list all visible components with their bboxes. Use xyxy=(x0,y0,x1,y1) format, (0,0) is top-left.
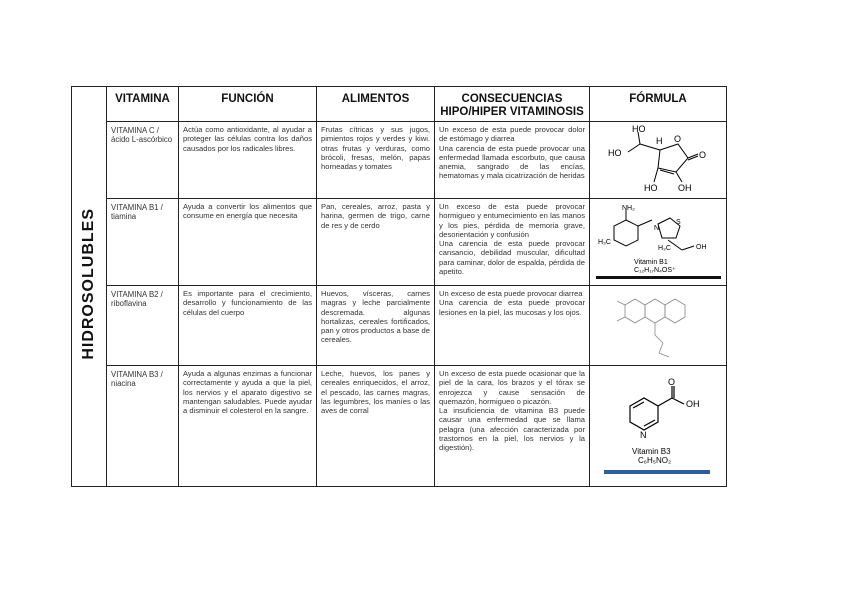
formula-caption-name: Vitamin B3 xyxy=(632,447,671,456)
consecuencias-cell: Un exceso de esta puede ocasionar que la piel de la cara, los brazos y el tórax se enrojezca y cause sensación de quemazón, hormigueo o picazón. La insuficiencia de vitamina B3 puede causar una enfermedad que se llama pelagra (una afección caracterizada por trastornos en la piel, los nervios y la digestión). xyxy=(439,369,585,453)
header-consecuencias xyxy=(435,87,590,122)
formula-label: OH xyxy=(678,183,692,193)
formula-label: N xyxy=(653,225,659,232)
alimentos-cell: Pan, cereales, arroz, pasta y harina, germen de trigo, carne de res y de cerdo xyxy=(321,202,430,230)
formula-caption-name: Vitamin B1 xyxy=(633,259,668,266)
formula-label: HO xyxy=(644,183,658,193)
vitamina-cell: VITAMINA B2 / riboflavina xyxy=(111,290,163,309)
vitamina-cell: VITAMINA B1 / tiamina xyxy=(111,203,163,222)
consecuencias-cell: Un exceso de esta puede provocar dolor de estómago y diarrea Una carencia de esta puede provocar una enfermedad llamada escorbuto, que causa anemia, sangrado de las encías, hematomas y mala cicatrización de heridas xyxy=(439,125,585,181)
alimentos-cell: Leche, huevos, los panes y cereales enriquecidos, el arroz, el pescado, las carnes magras, las legumbres, los maníes o las aves de corral xyxy=(321,369,430,416)
formula-label: H xyxy=(656,136,663,146)
table-row xyxy=(72,122,727,199)
funcion-cell: Es importante para el crecimiento, desarrollo y funcionamiento de las células del cuerpo xyxy=(183,289,312,317)
vitamina-cell: VITAMINA C / ácido L-ascórbico xyxy=(111,126,173,145)
formula-cell xyxy=(590,286,727,366)
header-vitamina: VITAMINA xyxy=(107,87,179,122)
funcion-cell: Ayuda a convertir los alimentos que consume en energía que necesita xyxy=(183,202,312,221)
consecuencias-cell: Un exceso de esta puede provocar hormigueo y entumecimiento en las manos y los pies, pérdida de memoria grave, desorientación y confusión Una carencia de esta puede provocar cansancio, debilidad muscular, dificultad para caminar, dolor de espalda, pérdida de apetito. xyxy=(439,202,585,277)
header-consecuencias-line2: HIPO/HIPER VITAMINOSIS xyxy=(440,106,584,118)
section-label-cell xyxy=(72,87,107,487)
formula-caption-formula: C₁₂H₁₇N₄OS⁺ xyxy=(633,267,676,274)
formula-label: H₃C xyxy=(657,245,671,252)
formula-label: NH₂ xyxy=(621,205,635,212)
funcion-cell: Ayuda a algunas enzimas a funcionar correctamente y ayuda a que la piel, los nervios y el aparato digestivo se mantengan saludables. Puede ayudar a disminuir el colesterol en la sangre. xyxy=(183,369,312,416)
header-alimentos: ALIMENTOS xyxy=(317,87,435,122)
formula-label: HO xyxy=(632,124,646,134)
vitamin-b1-structure xyxy=(596,202,721,282)
table-row xyxy=(72,366,727,487)
table-row xyxy=(72,286,727,366)
formula-cell xyxy=(590,122,727,199)
header-row xyxy=(72,87,727,122)
formula-label: O xyxy=(699,150,707,160)
formula-cell xyxy=(590,366,727,487)
formula-cell xyxy=(590,199,727,286)
formula-label: N xyxy=(640,430,647,440)
vitamin-b2-structure xyxy=(603,291,713,361)
header-formula: FÓRMULA xyxy=(590,87,727,122)
formula-label: S xyxy=(675,219,681,226)
alimentos-cell: Frutas cítricas y sus jugos, pimientos rojos y verdes y kiwi. otras frutas y verduras, como brócoli, fresas, melón, papas horneadas y tomates xyxy=(321,125,430,172)
consecuencias-cell: Un exceso de esta puede provocar diarrea Una carencia de esta puede provocar lesiones en la piel, las mucosas y los ojos. xyxy=(439,289,585,317)
formula-label: OH xyxy=(686,399,700,409)
formula-label: HO xyxy=(608,148,622,158)
vitamins-table xyxy=(71,86,727,487)
formula-label: H₃C xyxy=(597,239,611,246)
header-funcion: FUNCIÓN xyxy=(179,87,317,122)
formula-label: O xyxy=(668,377,676,387)
vitamin-b3-structure xyxy=(602,376,714,476)
formula-caption-formula: C₆H₅NO₂ xyxy=(638,456,672,465)
funcion-cell: Actúa como antioxidante, al ayudar a proteger las células contra los daños causados por los radicales libres. xyxy=(183,125,312,153)
formula-label: OH xyxy=(695,244,706,251)
vitamina-cell: VITAMINA B3 / niacina xyxy=(111,370,163,389)
header-consecuencias-line1: CONSECUENCIAS xyxy=(461,93,563,105)
section-label: HIDROSOLUBLES xyxy=(80,208,97,360)
formula-label: O xyxy=(674,134,682,144)
vitamin-c-structure xyxy=(598,124,718,196)
alimentos-cell: Huevos, vísceras, carnes magras y leche parcialmente descremada. algunas hortalizas, cereales fortificados, pan y otros productos a base de cereales. xyxy=(321,289,430,345)
table-row xyxy=(72,199,727,286)
